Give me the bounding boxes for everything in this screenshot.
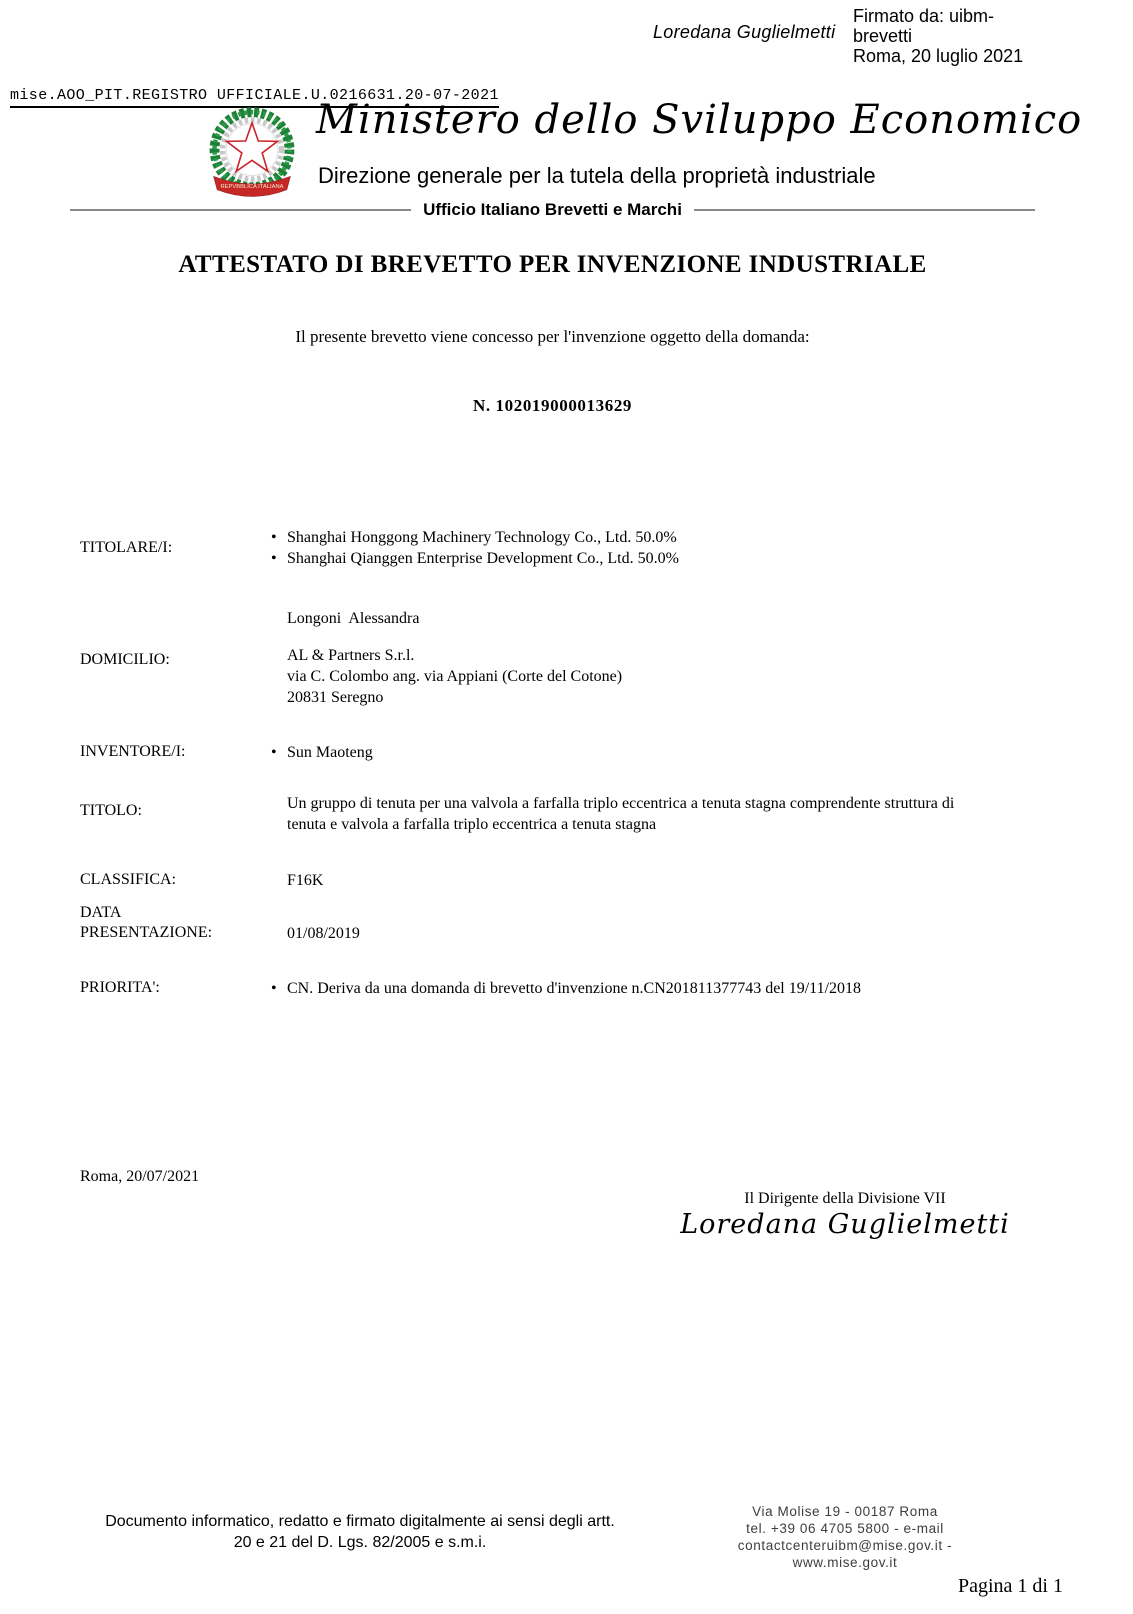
- list-item: [271, 742, 373, 763]
- grant-statement: Il presente brevetto viene concesso per l'invenzione oggetto della domanda:: [295, 327, 810, 346]
- classification-value: F16K: [287, 872, 324, 889]
- office-contact-info: [690, 1503, 1000, 1571]
- filing-date-value: 01/08/2019: [287, 925, 360, 942]
- field-label-priorita: PRIORITA':: [80, 979, 160, 996]
- legal-line-1: Documento informatico, redatto e firmato digitalmente ai sensi degli artt.: [105, 1513, 615, 1530]
- digital-signature-block: [853, 6, 1023, 66]
- bullet-icon: •: [271, 980, 277, 997]
- field-label-domicilio: DOMICILIO:: [80, 651, 170, 668]
- divider-left-rule: [70, 209, 411, 211]
- handwritten-signature: Loredana Guglielmetti: [680, 1209, 1010, 1240]
- office-name: Ufficio Italiano Brevetti e Marchi: [423, 200, 682, 219]
- digital-signer-name: Loredana Guglielmetti: [653, 22, 836, 42]
- data-label-line-2: PRESENTAZIONE:: [80, 924, 213, 941]
- bullet-icon: •: [271, 550, 277, 567]
- list-item: [271, 548, 679, 569]
- registry-protocol-line: mise.AOO_PIT.REGISTRO UFFICIALE.U.0216631.20-07-2021: [10, 87, 499, 108]
- emblem-ribbon-text: REPVBBLICA ITALIANA: [220, 184, 284, 191]
- issue-place-date: Roma, 20/07/2021: [80, 1168, 200, 1185]
- contact-email: contactcenteruibm@mise.gov.it -: [737, 1538, 953, 1553]
- bullet-icon: •: [271, 744, 277, 761]
- signer-title: Il Dirigente della Divisione VII: [744, 1190, 946, 1207]
- signed-date: Roma, 20 luglio 2021: [853, 46, 1024, 66]
- representative-name: Longoni Alessandra: [287, 610, 420, 627]
- invention-title: Un gruppo di tenuta per una valvola a farfalla triplo eccentrica a tenuta stagna comprendente struttura di tenuta e valvola a farfalla triplo eccentrica a tenuta stagna: [287, 795, 955, 833]
- field-label-inventore: INVENTORE/I:: [80, 743, 186, 760]
- titolare-item-1: Shanghai Honggong Machinery Technology Co., Ltd. 50.0%: [287, 529, 677, 546]
- ministry-title: Ministero dello Sviluppo Economico: [316, 97, 1083, 143]
- field-label-data-presentazione: [80, 903, 212, 943]
- directorate-subtitle: Direzione generale per la tutela della proprietà industriale: [318, 163, 876, 188]
- signed-by-line2: brevetti: [853, 26, 913, 46]
- patent-number: N. 102019000013629: [472, 396, 633, 415]
- legal-line-2: 20 e 21 del D. Lgs. 82/2005 e s.m.i.: [233, 1534, 487, 1551]
- document-title: ATTESTATO DI BREVETTO PER INVENZIONE INDUSTRIALE: [178, 251, 927, 278]
- contact-address: Via Molise 19 - 00187 Roma: [752, 1504, 938, 1519]
- field-label-titolare: TITOLARE/I:: [80, 539, 173, 556]
- inventore-list: [271, 742, 373, 763]
- field-label-titolo: TITOLO:: [80, 802, 142, 819]
- domicilio-line-1: AL & Partners S.r.l.: [287, 647, 415, 664]
- office-divider: [70, 200, 1035, 220]
- domicilio-line-2: via C. Colombo ang. via Appiani (Corte del Cotone): [287, 668, 623, 685]
- divider-right-rule: [694, 209, 1035, 211]
- list-item: [271, 527, 679, 548]
- contact-website: www.mise.gov.it: [792, 1555, 898, 1570]
- inventore-item-1: Sun Maoteng: [287, 744, 373, 761]
- list-item: [271, 978, 861, 999]
- legal-notice: [55, 1511, 665, 1553]
- field-label-classifica: CLASSIFICA:: [80, 871, 177, 888]
- bullet-icon: •: [271, 529, 277, 546]
- priorita-list: [271, 978, 861, 999]
- domicilio-line-3: 20831 Seregno: [287, 689, 384, 706]
- domicilio-address: [287, 645, 622, 708]
- titolare-item-2: Shanghai Qianggen Enterprise Development Co., Ltd. 50.0%: [287, 550, 679, 567]
- data-label-line-1: DATA: [80, 904, 122, 921]
- contact-phone: tel. +39 06 4705 5800 - e-mail: [746, 1521, 944, 1536]
- signed-by-line1: Firmato da: uibm-: [853, 6, 995, 26]
- priorita-item-1: CN. Deriva da una domanda di brevetto d'invenzione n.CN201811377743 del 19/11/2018: [287, 980, 862, 997]
- page-indicator: Pagina 1 di 1: [958, 1575, 1063, 1597]
- titolare-list: [271, 527, 679, 569]
- italian-republic-emblem-icon: [194, 103, 310, 207]
